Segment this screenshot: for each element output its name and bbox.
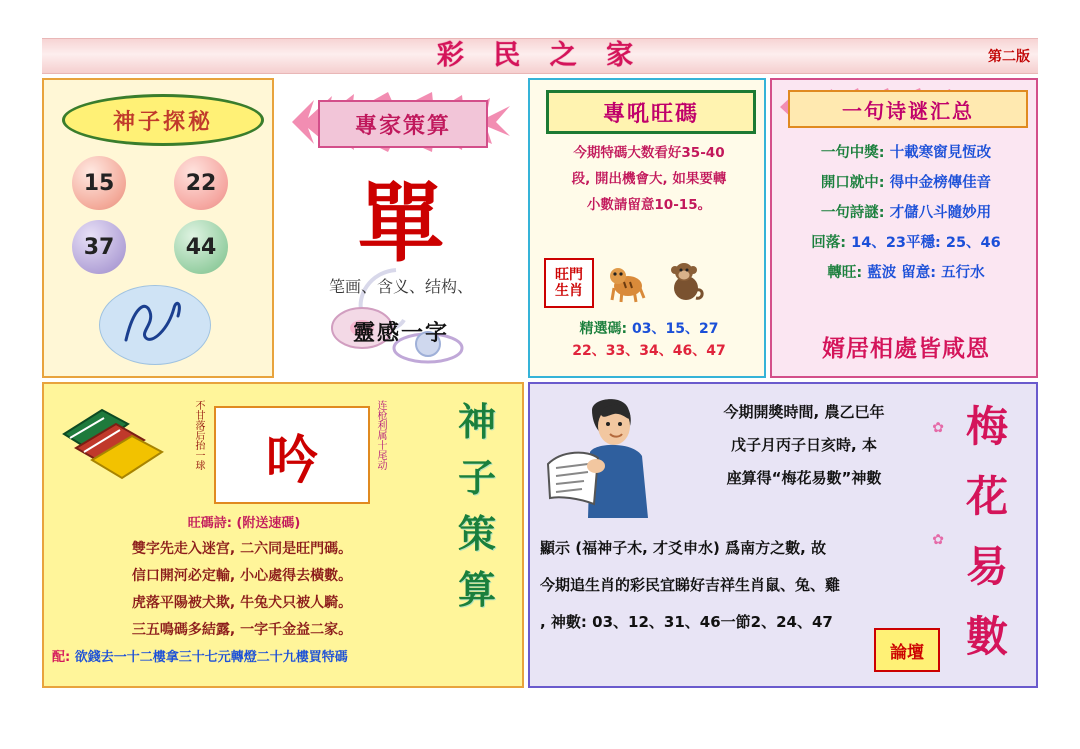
panel-expert-calculation: [278, 78, 524, 378]
yin-note-label: 配:: [52, 650, 71, 665]
riddle-line-label: 開口就中:: [820, 175, 885, 191]
tiger-icon: [606, 258, 648, 304]
expert-subtitle: 笔画、含义、结构、: [328, 277, 473, 296]
wangma-title: 專吼旺碼: [546, 90, 756, 134]
shenzi-title: 神子探秘: [112, 109, 213, 135]
wangma-text-line: 段, 開出機會大, 如果要轉: [571, 171, 727, 187]
riddle-line-value: 藍波 留意: 五行水: [867, 265, 985, 281]
wangma-badge-line: 旺門: [555, 267, 583, 283]
meihua-body-line: 今期追生肖的彩民宜睇好吉祥生肖鼠、兔、雞: [540, 576, 841, 594]
wangma-badge: [544, 258, 594, 308]
panel-meihua-yishu: [528, 382, 1038, 688]
meihua-top-line: 戊子月丙子日亥時, 本: [731, 436, 877, 454]
riddle-line: [784, 228, 1028, 258]
shenzi-title-badge: [62, 94, 264, 146]
stack-of-books-icon: [58, 398, 178, 488]
man-reading-newspaper-icon: [544, 392, 672, 522]
wangma-picks: [536, 318, 762, 362]
riddle-line-value: 14、23平穩: 25、46: [851, 235, 1001, 251]
yin-poem-line: 信口開河必定輸, 小心處得去橫數。: [131, 568, 353, 584]
meihua-vertical-char: 數: [965, 612, 1008, 661]
yin-subtitle: 旺碼詩: (附送速碼): [187, 516, 301, 531]
riddle-line-label: 一句詩謎:: [820, 205, 885, 221]
plum-blossom-icon: ✿: [932, 532, 944, 548]
wangma-text-line: 今期特碼大数看好35-40: [573, 145, 725, 161]
wangma-text-line: 小數請留意10-15。: [586, 197, 712, 213]
handwriting-signature-icon: [116, 292, 196, 352]
yin-note: [52, 646, 522, 665]
meihua-vertical-char: 梅: [965, 402, 1008, 451]
meihua-body-text: [540, 530, 940, 641]
yin-poem-line: 三五鳴碼多結露, 一字千金益二家。: [131, 622, 353, 638]
signature-circle: [99, 285, 211, 365]
yin-side-text-left: 不甘落后抬一球: [193, 400, 204, 470]
riddle-line-label: 轉旺:: [827, 265, 863, 281]
yin-poem-line: 虎落平陽被犬欺, 牛兔犬只被人騎。: [131, 595, 353, 611]
lottery-ball: 44: [174, 220, 228, 274]
meihua-top-line: 座算得“梅花易數”神數: [726, 469, 882, 487]
wangma-picks-row1: 03、15、27: [632, 321, 719, 337]
yin-vertical-char: 神: [457, 400, 496, 444]
plum-blossom-icon: ✿: [932, 420, 944, 436]
yin-vertical-title: [442, 394, 512, 618]
wangma-badge-line: 生肖: [555, 283, 583, 299]
riddle-line: [784, 168, 1028, 198]
yin-vertical-char: 算: [457, 568, 496, 612]
lottery-ball: 15: [72, 156, 126, 210]
expert-subtitle-2: 靈感一字: [352, 321, 449, 346]
panel-poem-riddle: [770, 78, 1038, 378]
riddle-line-label: 一句中獎:: [820, 145, 885, 161]
page-header: [42, 38, 1038, 74]
meihua-top-text: [680, 396, 928, 495]
riddle-line-value: 得中金榜傳佳音: [889, 175, 992, 191]
meihua-body-line: , 神數: 03、12、31、46一節2、24、47: [540, 613, 833, 631]
wangma-picks-label: 精選碼:: [579, 321, 628, 337]
meihua-vertical-char: 花: [965, 472, 1008, 521]
riddle-line: [784, 258, 1028, 288]
riddle-title: 一句诗谜汇总: [788, 90, 1028, 128]
riddle-line: [784, 138, 1028, 168]
riddle-line: [784, 198, 1028, 228]
lottery-ball: 37: [72, 220, 126, 274]
riddle-line-list: [784, 138, 1028, 288]
edition-label: 第二版: [988, 49, 1030, 65]
riddle-line-value: 十載寒窗見恆改: [889, 145, 992, 161]
yin-poem: [50, 536, 434, 644]
meihua-vertical-char: 易: [965, 542, 1008, 591]
yin-poem-line: 雙字先走入迷宫, 二六同是旺門碼。: [131, 541, 353, 557]
page-title: 彩 民 之 家: [436, 40, 644, 71]
expert-title: 專家策算: [318, 100, 488, 148]
wangma-picks-row2: 22、33、34、46、47: [572, 343, 726, 359]
lottery-ball: 22: [174, 156, 228, 210]
panel-yin-strategy: [42, 382, 524, 688]
yin-vertical-char: 子: [457, 456, 496, 500]
riddle-line-label: 回落:: [811, 235, 847, 251]
panel-wangma: [528, 78, 766, 378]
yin-side-text-right: 连枪利属十尾动: [375, 400, 386, 470]
monkey-icon: [664, 258, 706, 304]
yin-character-box: [214, 406, 370, 504]
panel-shenzi-tanmi: [42, 78, 274, 378]
meihua-vertical-title: [944, 392, 1030, 672]
yin-note-value: 欲錢去一十二樓拿三十七元轉燈二十九樓買特碼: [74, 650, 348, 665]
expert-title-burst: [292, 92, 510, 152]
wangma-text: [542, 140, 756, 218]
meihua-top-line: 今期開獎時間, 農乙巳年: [723, 403, 885, 421]
expert-big-character: 單: [358, 173, 444, 274]
forum-badge: 論壇: [874, 628, 940, 672]
yin-big-character: 吟: [265, 429, 318, 491]
yin-vertical-char: 策: [457, 512, 496, 556]
riddle-line-value: 才儲八斗隨妙用: [889, 205, 992, 221]
riddle-footer: 婿居相處皆咸恩: [822, 336, 990, 362]
meihua-body-line: 顯示 (福神子木, 才爻申水) 爲南方之數, 故: [540, 539, 826, 557]
